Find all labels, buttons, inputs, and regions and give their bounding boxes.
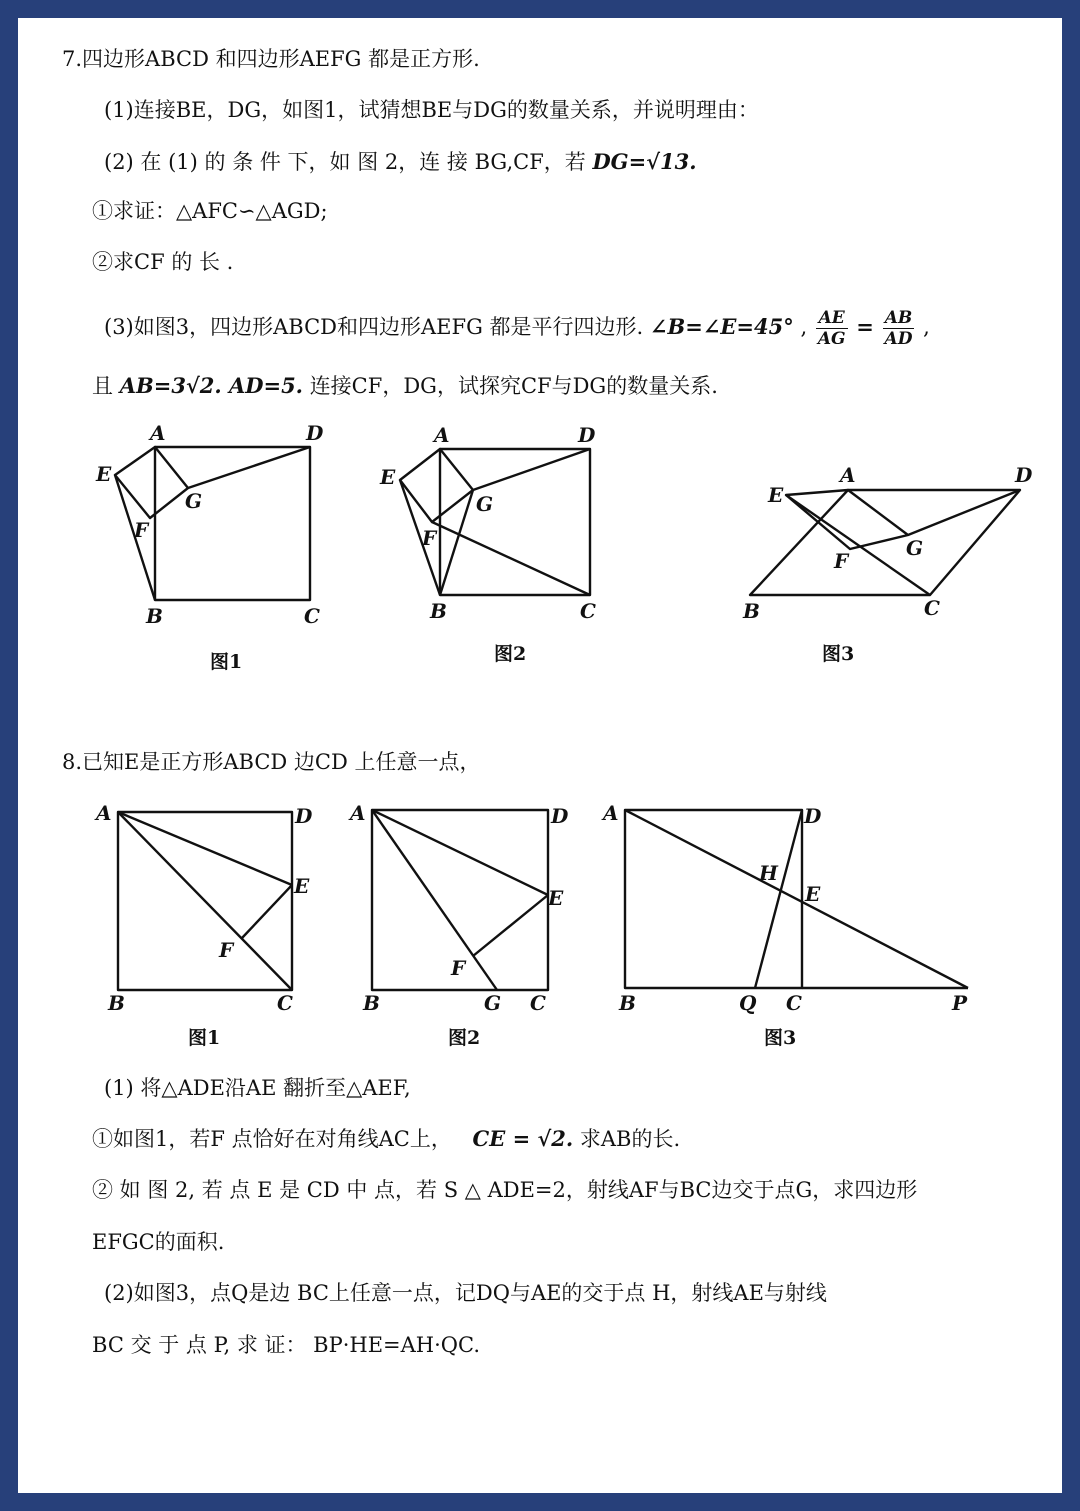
q8-figures [0, 790, 1080, 1060]
figure-caption: 图2 [494, 643, 527, 665]
label-D: D [1015, 463, 1033, 487]
label-A: A [434, 423, 450, 447]
fraction-numerator: AB [883, 308, 915, 329]
label-A: A [96, 801, 112, 825]
figure-caption: 图1 [188, 1027, 221, 1049]
q7-part2-a: ①求证：△AFC∽△AGD; [92, 199, 328, 223]
q7-part3-equals: = [856, 314, 874, 339]
label-A: A [840, 463, 856, 487]
q7-part2-math: DG=√13. [592, 149, 697, 174]
q8-part1: (1) 将△ADE沿AE 翻折至△AEF, [104, 1076, 411, 1100]
q7-part3-sep: , [800, 315, 808, 339]
label-D: D [804, 804, 822, 828]
fraction-denominator: AD [884, 329, 913, 349]
label-F: F [219, 938, 234, 962]
label-D: D [295, 804, 313, 828]
label-D: D [551, 804, 569, 828]
label-H: H [759, 861, 778, 885]
q7-title: 7.四边形ABCD 和四边形AEFG 都是正方形. [62, 47, 480, 71]
label-B: B [146, 604, 163, 628]
q8-part1-a-math: CE = √2. [472, 1126, 574, 1151]
label-G: G [476, 492, 494, 516]
label-C: C [530, 991, 546, 1015]
label-F: F [451, 956, 466, 980]
label-G: G [906, 536, 924, 560]
q7-part3-line2-text: 连接CF，DG，试探究CF与DG的数量关系. [309, 374, 718, 398]
label-F: F [422, 526, 437, 550]
label-C: C [924, 596, 940, 620]
q7-part3-text: (3)如图3，四边形ABCD和四边形AEFG 都是平行四边形. [104, 315, 644, 339]
label-F: F [834, 549, 849, 573]
label-Q: Q [739, 991, 757, 1015]
q7-figures [0, 410, 1080, 690]
figure-caption: 图3 [822, 643, 855, 665]
label-E: E [805, 882, 821, 906]
q8-figure-1 [94, 801, 313, 1049]
label-B: B [108, 991, 125, 1015]
figure-caption: 图3 [764, 1027, 797, 1049]
q7-part2 [104, 148, 697, 176]
q8-part1-a [92, 1125, 680, 1153]
label-P: P [952, 991, 968, 1015]
q7-fraction-ab-ad [883, 308, 915, 349]
label-D: D [578, 423, 596, 447]
q7-figure-1 [95, 421, 324, 673]
label-D: D [306, 421, 324, 445]
label-E: E [294, 874, 310, 898]
figure-caption: 图1 [210, 651, 243, 673]
q8-figure-3 [601, 801, 968, 1049]
q7-part3 [104, 298, 930, 356]
label-A: A [350, 801, 366, 825]
label-A: A [603, 801, 619, 825]
q7-figure-3 [742, 463, 1033, 665]
q7-part3-line2-math: AB=3√2. AD=5. [119, 373, 303, 398]
q8-part1-a-tail: 求AB的长. [579, 1127, 681, 1151]
q7-part3-angle: ∠B=∠E=45° [649, 314, 794, 339]
q7-part2-text: (2) 在 (1) 的 条 件 下，如 图 2，连 接 BG,CF，若 [104, 150, 586, 174]
q8-part2: (2)如图3，点Q是边 BC上任意一点，记DQ与AE的交于点 H，射线AE与射线 [104, 1281, 827, 1305]
fraction-numerator: AE [816, 308, 848, 329]
label-B: B [430, 599, 447, 623]
label-B: B [619, 991, 636, 1015]
q8-title: 8.已知E是正方形ABCD 边CD 上任意一点， [62, 750, 481, 774]
label-B: B [743, 599, 760, 623]
q8-figure-2 [348, 801, 569, 1049]
q7-fraction-ae-ag [816, 308, 848, 349]
label-F: F [134, 518, 149, 542]
q8-part1-b: ② 如 图 2, 若 点 E 是 CD 中 点，若 S △ ADE=2，射线AF与BC边交于点G，求四边形 [92, 1178, 918, 1202]
q7-figure-2 [379, 423, 596, 665]
label-E: E [380, 465, 396, 489]
label-E: E [548, 886, 564, 910]
q7-part3-line2-pre: 且 [92, 374, 113, 398]
label-B: B [363, 991, 380, 1015]
label-E: E [768, 483, 784, 507]
label-C: C [580, 599, 596, 623]
q7-part3-tail: , [923, 315, 930, 339]
label-C: C [786, 991, 802, 1015]
fraction-denominator: AG [817, 329, 846, 349]
q8-part2-line2: BC 交 于 点 P, 求 证： BP·HE=AH·QC. [92, 1333, 481, 1357]
q7-part1: (1)连接BE，DG，如图1，试猜想BE与DG的数量关系，并说明理由： [104, 98, 759, 122]
label-G: G [484, 991, 502, 1015]
label-E: E [96, 462, 112, 486]
q7-part2-b: ②求CF 的 长 . [92, 250, 234, 274]
q8-part1-a-text: ①如图1，若F 点恰好在对角线AC上， [92, 1127, 452, 1151]
label-C: C [304, 604, 320, 628]
label-C: C [277, 991, 293, 1015]
label-A: A [150, 421, 166, 445]
label-G: G [185, 489, 203, 513]
q8-part1-b-line2: EFGC的面积. [92, 1230, 225, 1254]
figure-caption: 图2 [448, 1027, 481, 1049]
q7-part3-line2 [92, 372, 718, 400]
